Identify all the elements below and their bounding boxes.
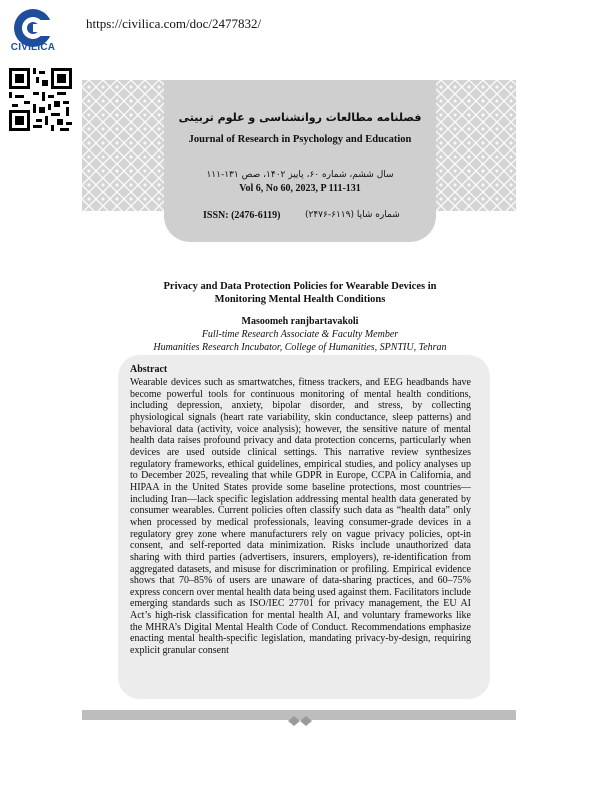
journal-volume-fa: سال ششم، شماره ۶۰، پاییز ۱۴۰۲، صص ۱۳۱-۱۱۱ [206, 170, 394, 180]
footer-diamond-ornament-icon [286, 715, 314, 727]
affiliation-line-1: Full-time Research Associate & Faculty Member [201, 329, 399, 340]
brand-name: CIVILICA [10, 42, 56, 53]
article-title-line-2: Monitoring Mental Health Conditions [214, 294, 386, 305]
article-title [100, 280, 500, 306]
author-affiliation [100, 328, 500, 354]
abstract-heading: Abstract [130, 364, 168, 375]
abstract-body: Wearable devices such as smartwatches, fitness trackers, and EEG headbands have become powerful tools for continuous monitoring of mental health conditions, including depression, anxiety, bipolar disorder, and stress, by collecting physiological signals (heart rate variability, skin conductance, sleep patterns) and behavioral data (activity, voice analysis); however, the sensitive nature of mental health data raises profound privacy and data protection concerns, particularly when devices are used outside clinical settings. This narrative review synthesizes regulatory frameworks, ethical guidelines, empirical studies, and policy analyses up to December 2025, revealing that while GDPR in Europe, CCPA in California, and HIPAA in the United States provide some baseline protections, most countries—including Iran—lack specific legislation addressing mental health data generated by consumer wearables. Current policies often classify such data as “health data” only when processed by medical professionals, leaving consumer-grade devices in a regulatory grey zone where manufacturers rely on vague privacy policies, opt-in consent, and self-reported data minimization. Risks include unauthorized data sharing with third parties (advertisers, insurers, employers), re-identification from aggregated datasets, and misuse for discrimination or profiling. Empirical evidence shows that 70–85% of users are unaware of data-sharing practices, and 60–75% express concern over mental health data being used against them. Facilitators include emerging standards such as ISO/IEC 27701 for privacy management, the EU AI Act’s high-risk classification for mental health AI, and voluntary frameworks like the MHRA’s Digital Mental Health Code of Conduct. Recommendations emphasize enacting mental health-specific legislation, mandating privacy-by-design, requiring explicit granular consent [130, 377, 471, 657]
journal-issn-fa: شماره شاپا (۶۱۱۹-۲۴۷۶) [305, 210, 400, 220]
affiliation-line-2: Humanities Research Incubator, College of Humanities, SPNTIU, Tehran [153, 342, 447, 353]
header-pattern-left [82, 80, 164, 211]
journal-volume-en: Vol 6, No 60, 2023, P 111-131 [239, 183, 361, 194]
article-title-line-1: Privacy and Data Protection Policies for Wearable Devices in [163, 281, 437, 292]
document-url[interactable]: https://civilica.com/doc/2477832/ [86, 16, 262, 31]
journal-title-en: Journal of Research in Psychology and Education [188, 134, 412, 145]
journal-title-fa: فصلنامه مطالعات روانشناسی و علوم تربیتی [178, 111, 422, 124]
qr-code-icon [9, 68, 72, 131]
author-name: Masoomeh ranjbartavakoli [241, 316, 359, 327]
journal-issn: ISSN: (2476-6119) [203, 210, 281, 221]
header-pattern-right [434, 80, 516, 211]
